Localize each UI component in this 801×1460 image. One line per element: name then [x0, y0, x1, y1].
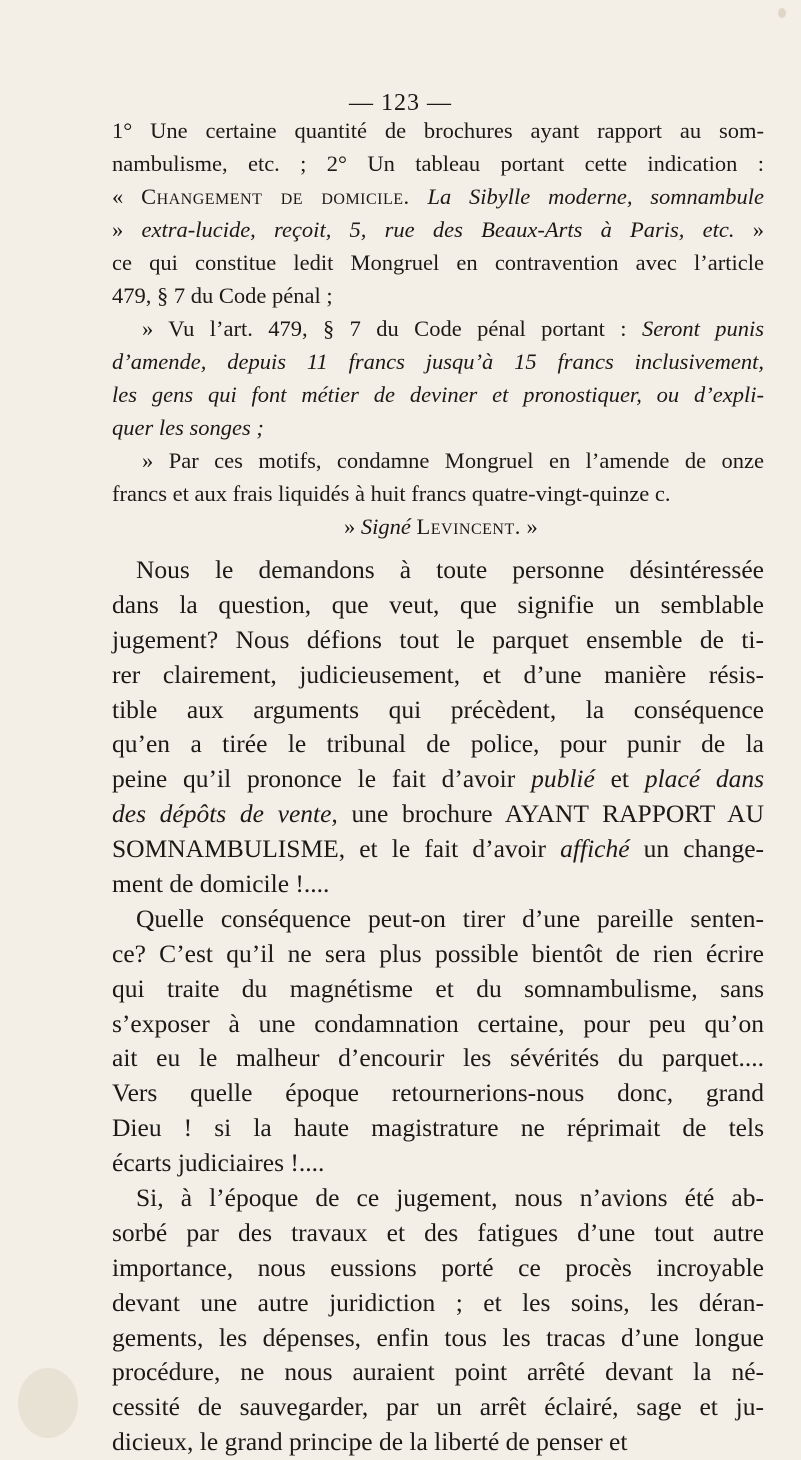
text-line: [112, 797, 764, 832]
text-run: »: [344, 514, 361, 539]
text-line: [112, 1390, 764, 1425]
text-line: [112, 114, 764, 147]
text-run: jugement? Nous défions tout le parquet ensemble de ti-: [112, 624, 764, 654]
italic-text: Signé: [360, 514, 411, 539]
italic-text: quer les songes ;: [112, 415, 264, 440]
text-line: [112, 213, 764, 246]
text-line: [112, 180, 764, 213]
text-line: [112, 1286, 764, 1321]
small-caps-text: Levincent.: [416, 514, 521, 539]
text-run: tible aux arguments qui précèdent, la conséquence: [112, 694, 764, 724]
text-run: importance, nous eussions porté ce procès incroyable: [112, 1252, 764, 1282]
text-line: [112, 658, 764, 693]
text-line: [112, 477, 764, 510]
text-line: [112, 867, 764, 902]
text-line: [112, 1251, 764, 1286]
italic-text: affiché: [560, 834, 630, 864]
text-run: écarts judiciaires !....: [112, 1148, 325, 1178]
text-line: [112, 902, 764, 937]
text-line: [112, 1076, 764, 1111]
text-run: devant une autre juridiction ; et les soins, les déran-: [112, 1287, 764, 1317]
text-run: Si, à l’époque de ce jugement, nous n’avions été ab-: [136, 1183, 764, 1213]
text-line: [112, 147, 764, 180]
text-run: peine qu’il prononce le fait d’avoir: [112, 764, 532, 794]
text-line: [112, 1321, 764, 1356]
italic-text: Seront punis: [641, 316, 764, 341]
text-run: un change-: [629, 834, 765, 864]
text-run: dicieux, le grand principe de la liberté de penser et: [112, 1427, 628, 1457]
text-line: [112, 972, 764, 1007]
italic-text: publié: [531, 764, 595, 794]
text-run: une brochure AYANT RAPPORT AU: [337, 799, 765, 829]
paper-stain: [18, 1368, 78, 1438]
text-run: procédure, ne nous auraient point arrêté devant la né-: [112, 1357, 764, 1387]
text-run: francs et aux frais liquidés à huit francs quatre-vingt-quinze c.: [112, 481, 671, 506]
text-run: » Par ces motifs, condamne Mongruel en l’amende de onze: [142, 448, 764, 473]
text-run: Dieu ! si la haute magistrature ne réprimait de tels: [112, 1113, 764, 1143]
text-line: [112, 553, 764, 588]
page-number: — 123 —: [349, 90, 452, 116]
text-line: [112, 762, 764, 797]
text-run: et: [594, 764, 645, 794]
text-line: [112, 727, 764, 762]
text-line: [112, 937, 764, 972]
text-line: [112, 1007, 764, 1042]
italic-text: des dépôts de vente,: [112, 799, 338, 829]
text-run: gements, les dépenses, enfin tous les tracas d’une longue: [112, 1322, 764, 1352]
text-run: [410, 184, 428, 209]
italic-text: placé dans: [644, 764, 765, 794]
text-line: [112, 1181, 764, 1216]
text-run: Quelle conséquence peut-on tirer d’une pareille senten-: [136, 903, 764, 933]
text-line: [112, 1111, 764, 1146]
paper-stain: [778, 8, 786, 18]
text-run: 1° Une certaine quantité de brochures ayant rapport au som-: [112, 118, 764, 143]
text-run: 479, § 7 du Code pénal ;: [112, 283, 333, 308]
text-line: [112, 623, 764, 658]
text-run: » Vu l’art. 479, § 7 du Code pénal portant :: [142, 316, 642, 341]
text-run: qu’en a tirée le tribunal de police, pour punir de la: [112, 729, 764, 759]
text-run: SOMNAMBULISME, et le fait d’avoir: [112, 834, 561, 864]
text-line: [112, 444, 764, 477]
text-run: »: [112, 217, 142, 242]
text-line: [112, 1425, 764, 1460]
small-caps-text: Changement de domicile.: [141, 184, 410, 209]
text-line: [112, 1216, 764, 1251]
court-ruling-quotation: [112, 114, 764, 543]
italic-text: La Sibylle moderne, somnambule: [427, 184, 764, 209]
italic-text: d’amende, depuis 11 francs jusqu’à 15 francs inclusivement,: [112, 349, 764, 374]
italic-text: les gens qui font métier de deviner et pronostiquer, ou d’expli-: [112, 382, 764, 407]
text-run: Nous le demandons à toute personne désintéressée: [136, 555, 764, 584]
text-run: Vers quelle époque retournerions-nous donc, grand: [112, 1078, 764, 1108]
text-line: [112, 378, 764, 411]
text-line: [112, 246, 764, 279]
text-run: ce qui constitue ledit Mongruel en contravention avec l’article: [112, 250, 764, 275]
text-run: s’exposer à une condamnation certaine, pour peu qu’on: [112, 1008, 764, 1038]
text-line: [112, 588, 764, 623]
text-run: ce? C’est qu’il ne sera plus possible bientôt de rien écrire: [112, 938, 764, 968]
text-line: [112, 1041, 764, 1076]
text-line: [112, 693, 764, 728]
text-line: [112, 345, 764, 378]
text-run: cessité de sauvegarder, par un arrêt éclairé, sage et ju-: [112, 1392, 764, 1422]
text-line: [112, 510, 764, 543]
text-line: [112, 411, 764, 444]
text-run: qui traite du magnétisme et du somnambulisme, sans: [112, 973, 764, 1003]
text-run: »: [520, 514, 538, 539]
main-text: [112, 553, 764, 1460]
italic-text: extra-lucide, reçoit, 5, rue des Beaux-Arts à Paris, etc.: [141, 217, 735, 242]
text-run: ait eu le malheur d’encourir les sévérités du parquet....: [112, 1043, 764, 1073]
text-run: sorbé par des travaux et des fatigues d’une tout autre: [112, 1217, 764, 1247]
text-line: [112, 1146, 764, 1181]
text-run: rer clairement, judicieusement, et d’une manière résis-: [112, 659, 764, 689]
text-run: »: [734, 217, 764, 242]
text-line: [112, 279, 764, 312]
text-run: ment de domicile !....: [112, 869, 330, 899]
text-run: «: [112, 184, 142, 209]
text-run: nambulisme, etc. ; 2° Un tableau portant cette indication :: [112, 151, 764, 176]
text-line: [112, 832, 764, 867]
text-line: [112, 1355, 764, 1390]
text-run: dans la question, que veut, que signifie un semblable: [112, 589, 764, 619]
text-line: [112, 312, 764, 345]
